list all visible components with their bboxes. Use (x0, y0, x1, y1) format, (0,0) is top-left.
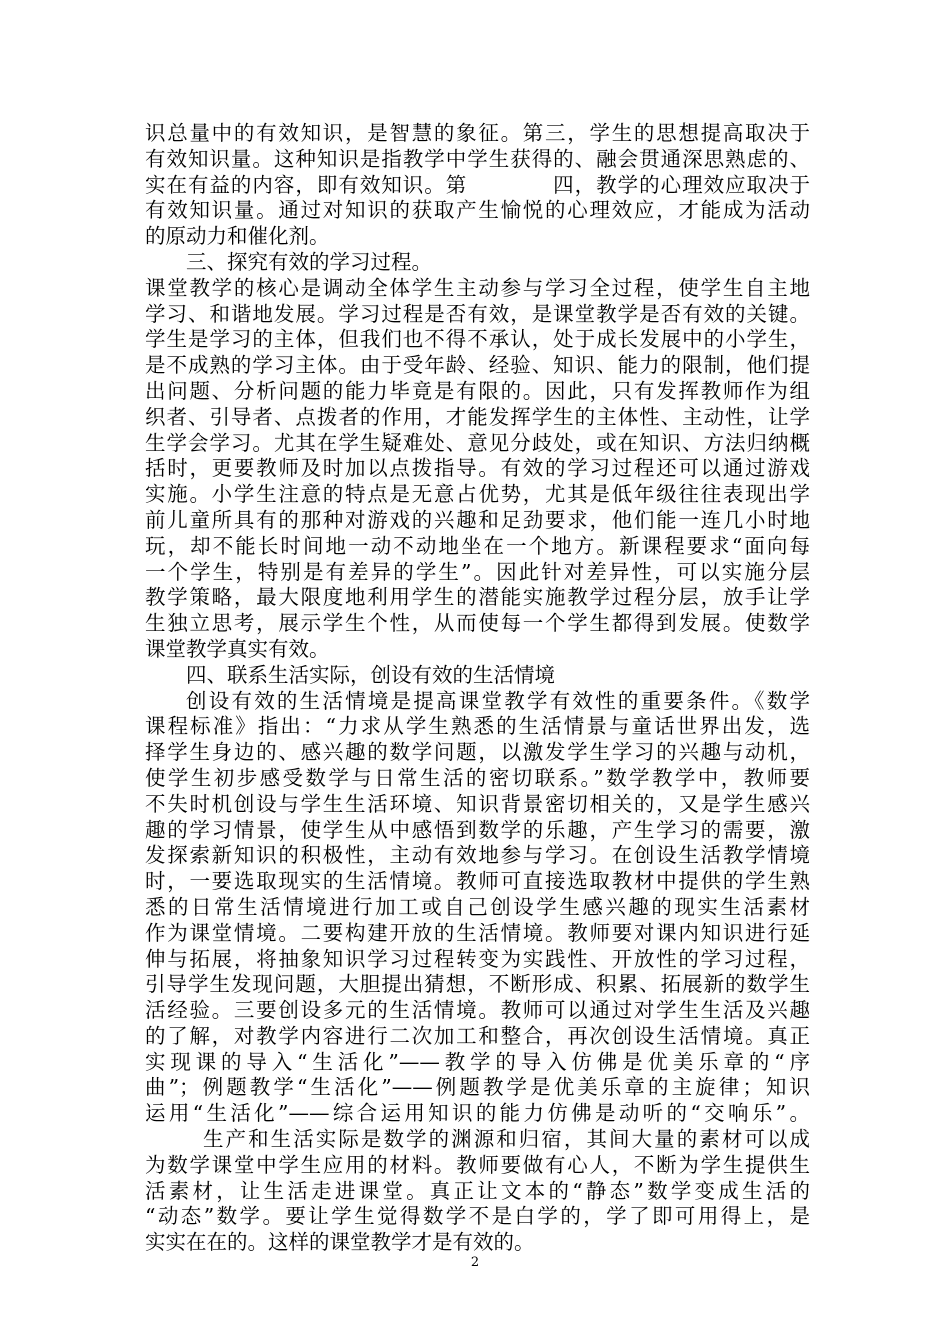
body-line: 实实在在的。这样的课堂教学才是有效的。 (145, 1230, 535, 1255)
body-line: 前儿童所具有的那种对游戏的兴趣和足劲要求，他们能一连几小时地 (145, 507, 810, 532)
body-line: 活素材，让生活走进课堂。真正让文本的“静态”数学变成生活的 (145, 1178, 810, 1203)
body-line: 实施。小学生注意的特点是无意占优势，尤其是低年级往往表现出学 (145, 482, 810, 507)
body-line: 为数学课堂中学生应用的材料。教师要做有心人，不断为学生提供生 (145, 1152, 810, 1177)
body-line: 的原动力和催化剂。 (145, 224, 330, 249)
body-line: 生学会学习。尤其在学生疑难处、意见分歧处，或在知识、方法归纳概 (145, 430, 810, 455)
body-line: 是不成熟的学习主体。由于受年龄、经验、知识、能力的限制，他们提 (145, 353, 810, 378)
section-heading: 四、联系生活实际，创设有效的生活情境 (186, 662, 555, 687)
body-line: 课堂教学的核心是调动全体学生主动参与学习全过程，使学生自主地 (145, 275, 810, 300)
body-line: 伸与拓展，将抽象知识学习过程转变为实践性、开放性的学习过程， (145, 946, 810, 971)
body-line: 择学生身边的、感兴趣的数学问题，以激发学生学习的兴趣与动机， (145, 740, 810, 765)
body-line: 的了解，对教学内容进行二次加工和整合，再次创设生活情境。真正 (145, 1023, 810, 1048)
body-line: 时，一要选取现实的生活情境。教师可直接选取教材中提供的学生熟 (145, 869, 810, 894)
body-line: 作为课堂情境。二要构建开放的生活情境。教师要对课内知识进行延 (145, 920, 810, 945)
body-line: 生产和生活实际是数学的渊源和归宿，其间大量的素材可以成 (203, 1127, 810, 1152)
body-line: “动态”数学。要让学生觉得数学不是白学的，学了即可用得上，是 (145, 1204, 810, 1229)
body-line: 玩，却不能长时间地一动不动地坐在一个地方。新课程要求“面向每 (145, 533, 810, 558)
body-line: 不失时机创设与学生生活环境、知识背景密切相关的，又是学生感兴 (145, 791, 810, 816)
body-line: 括时，更要教师及时加以点拨指导。有效的学习过程还可以通过游戏 (145, 456, 810, 481)
body-line: 实现课的导入“生活化”——教学的导入仿佛是优美乐章的“序 (145, 1049, 810, 1074)
body-line: 运用“生活化”——综合运用知识的能力仿佛是动听的“交响乐”。 (145, 1101, 810, 1126)
body-line: 曲”；例题教学“生活化”——例题教学是优美乐章的主旋律；知识 (145, 1075, 810, 1100)
body-line: 生独立思考，展示学生个性，从而使每一个学生都得到发展。使数学 (145, 611, 810, 636)
body-line: 学生是学习的主体，但我们也不得不承认，处于成长发展中的小学生， (145, 327, 810, 352)
body-line: 一个学生，特别是有差异的学生”。因此针对差异性，可以实施分层 (145, 559, 810, 584)
body-line: 实在有益的内容，即有效知识。第 四，教学的心理效应取决于 (145, 172, 810, 197)
page-number: 2 (470, 1255, 480, 1270)
body-line: 织者、引导者、点拨者的作用，才能发挥学生的主体性、主动性，让学 (145, 404, 810, 429)
document-body (145, 121, 810, 1256)
section-heading: 三、探究有效的学习过程。 (186, 249, 432, 274)
body-line: 趣的学习情景，使学生从中感悟到数学的乐趣，产生学习的需要，激 (145, 817, 810, 842)
body-line: 有效知识量。这种知识是指教学中学生获得的、融会贯通深思熟虑的、 (145, 146, 810, 171)
body-line: 识总量中的有效知识，是智慧的象征。第三，学生的思想提高取决于 (145, 121, 810, 145)
body-line: 活经验。三要创设多元的生活情境。教师可以通过对学生生活及兴趣 (145, 998, 810, 1023)
body-line: 学习、和谐地发展。学习过程是否有效，是课堂教学是否有效的关键。 (145, 301, 810, 326)
body-line: 课堂教学真实有效。 (145, 636, 330, 661)
body-line: 有效知识量。通过对知识的获取产生愉悦的心理效应，才能成为活动 (145, 198, 810, 223)
body-line: 课程标准》指出：“力求从学生熟悉的生活情景与童话世界出发，选 (145, 714, 810, 739)
body-line: 发探索新知识的积极性，主动有效地参与学习。在创设生活教学情境 (145, 843, 810, 868)
body-line: 悉的日常生活情境进行加工或自己创设学生感兴趣的现实生活素材 (145, 894, 810, 919)
body-line: 教学策略，最大限度地利用学生的潜能实施教学过程分层，放手让学 (145, 585, 810, 610)
body-line: 引导学生发现问题，大胆提出猜想，不断形成、积累、拓展新的数学生 (145, 972, 810, 997)
body-line: 出问题、分析问题的能力毕竟是有限的。因此，只有发挥教师作为组 (145, 378, 810, 403)
body-line: 使学生初步感受数学与日常生活的密切联系。”数学教学中，教师要 (145, 765, 810, 790)
body-line: 创设有效的生活情境是提高课堂教学有效性的重要条件。《数学 (186, 688, 810, 713)
